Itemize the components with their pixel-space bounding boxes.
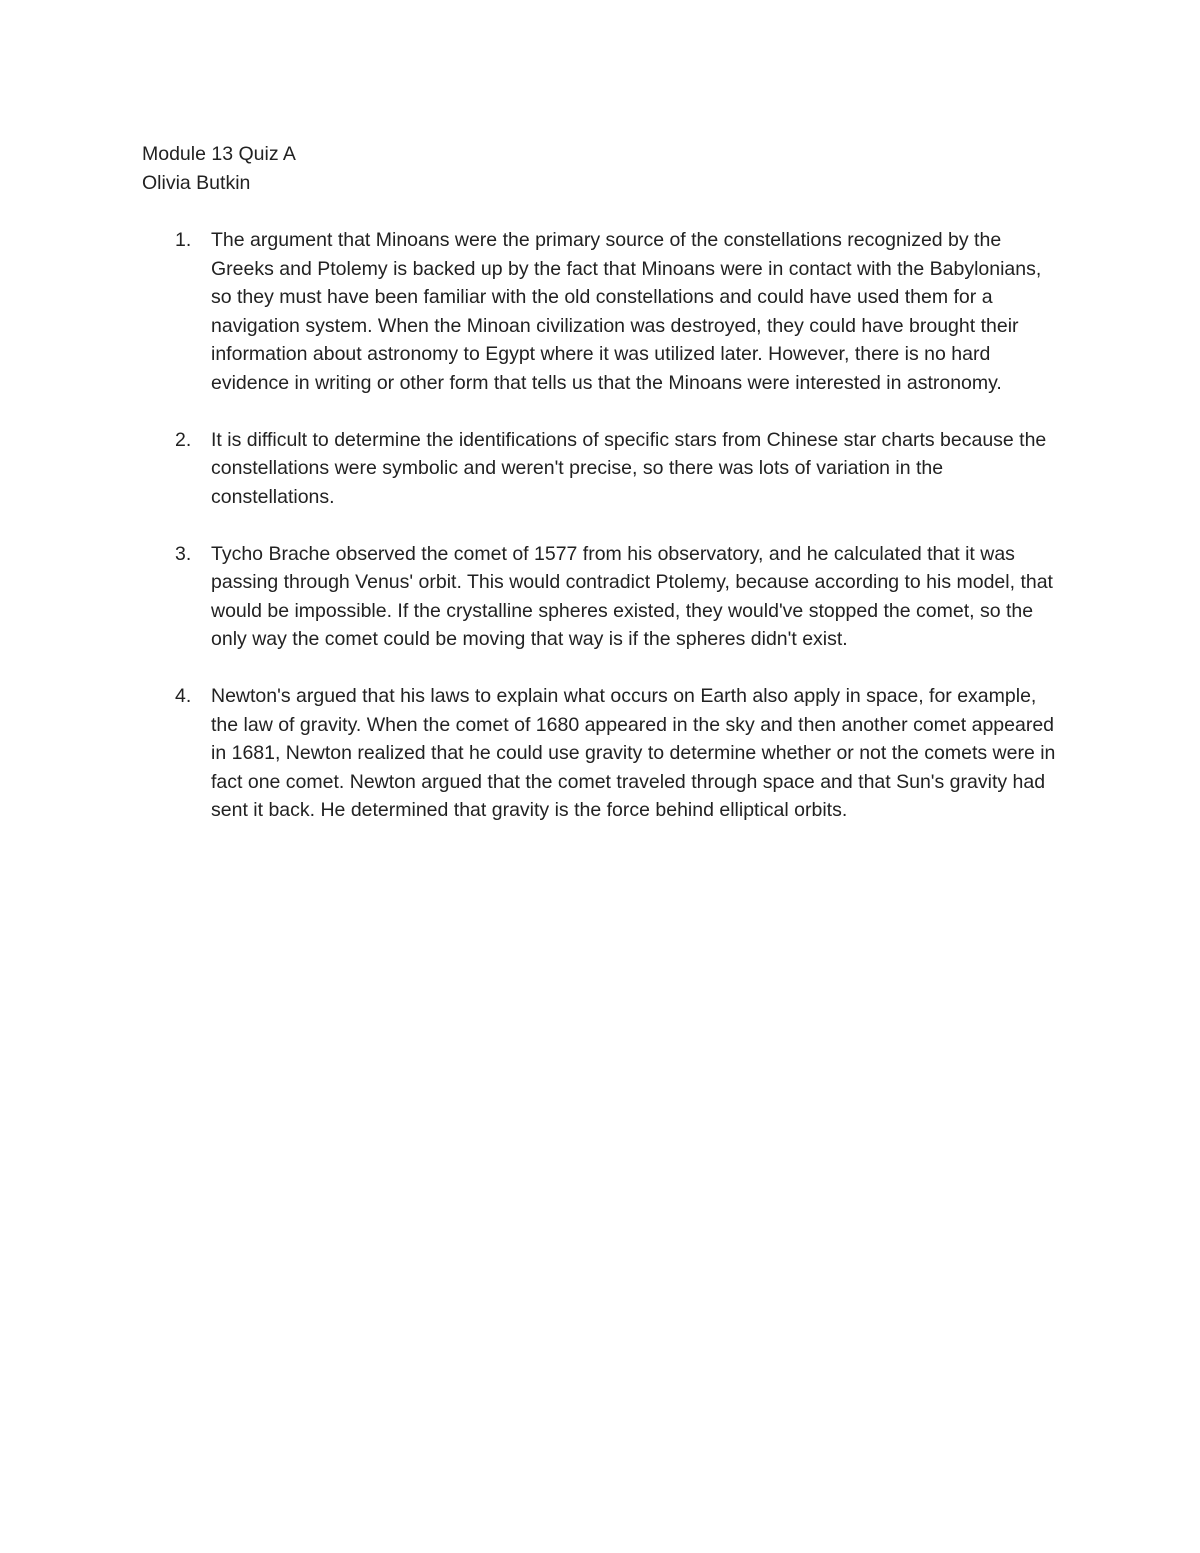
answer-number: 4.: [175, 685, 192, 707]
answer-text: It is difficult to determine the identifications of specific stars from Chinese star charts because the constellations were symbolic and weren't precise, so there was lots of variation in the constellations.: [211, 428, 1047, 508]
answer-list: [142, 226, 1062, 853]
answer-number: 3.: [175, 542, 192, 565]
answer-item: [142, 682, 1062, 825]
answer-text: The argument that Minoans were the primary source of the constellations recognized by the Greeks and Ptolemy is backed up by the fact that Minoans were in contact with the Babylonians, so they must have been familiar with the old constellations and could have used them for a navigation system. When the Minoan civilization was destroyed, they could have brought their information about astronomy to Egypt where it was utilized later. However, there is no hard evidence in writing or other form that tells us that the Minoans were interested in astronomy.: [211, 229, 1042, 394]
answer-number: 1.: [175, 229, 192, 251]
answer-text: Newton's argued that his laws to explain what occurs on Earth also apply in space, for example, the law of gravity. When the comet of 1680 appeared in the sky and then another comet appeared in 1681, Newton realized that he could use gravity to determine whether or not the comets were in fact one comet. Newton argued that the comet traveled through space and that Sun's gravity had sent it back. He determined that gravity is the force behind elliptical orbits.: [211, 685, 1056, 821]
answer-item: [142, 540, 1062, 654]
author-name: Olivia Butkin: [142, 171, 251, 194]
answer-text: Tycho Brache observed the comet of 1577 from his observatory, and he calculated that it was passing through Venus' orbit. This would contradict Ptolemy, because according to his model, that would be impossible. If the crystalline spheres existed, they would've stopped the comet, so the only way the comet could be moving that way is if the spheres didn't exist.: [211, 542, 1053, 650]
answer-item: [142, 426, 1062, 512]
answer-item: [142, 226, 1062, 397]
document-header: [142, 140, 1042, 197]
document-title: Module 13 Quiz A: [142, 143, 296, 165]
answer-number: 2.: [175, 428, 192, 451]
